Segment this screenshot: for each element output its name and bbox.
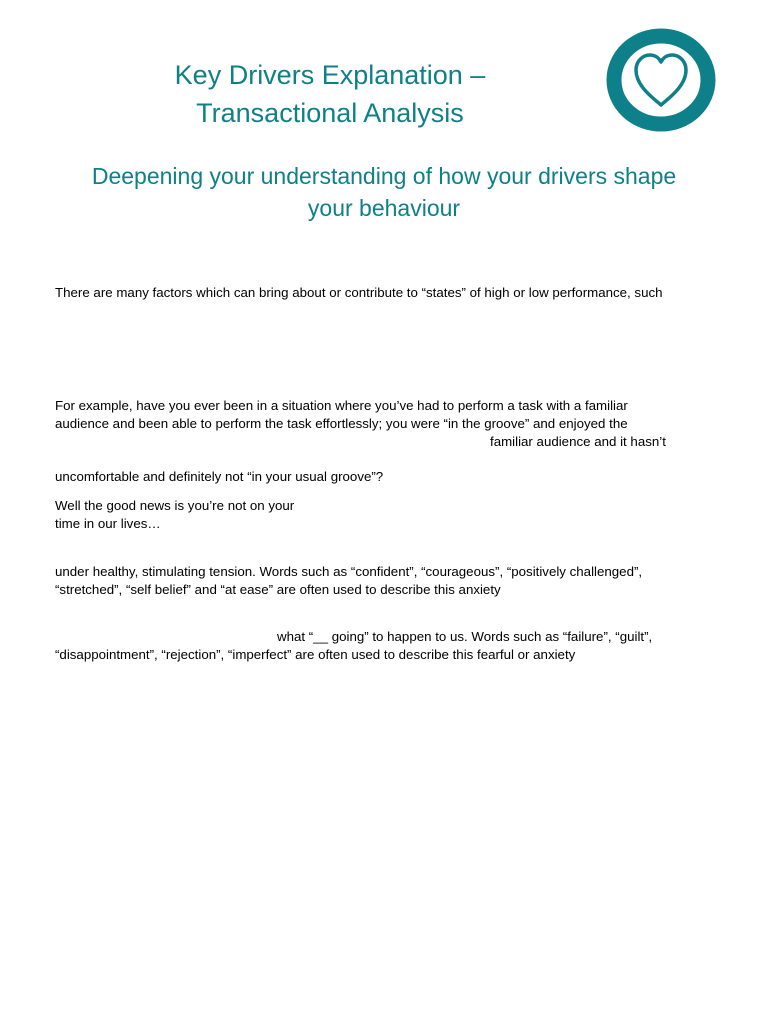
paragraph-fearful-anxiety [55,628,652,664]
paragraph-example-line-1: For example, have you ever been in a situation where you’ve had to perform a task with a familiar [55,398,628,413]
page-subtitle [40,160,728,224]
subtitle-line-2: your behaviour [307,195,461,221]
heart-icon [606,28,716,132]
title-line-2: Transactional Analysis [196,98,464,128]
paragraph-example [55,397,666,451]
paragraph-factors-text: There are many factors which can bring about or contribute to “states” of high or low performance, such [55,285,663,300]
paragraph-healthy-tension-line-1: under healthy, stimulating tension. Words such as “confident”, “courageous”, “positively challenged”, [55,564,643,579]
paragraph-good-news [55,497,294,533]
paragraph-good-news-line-2: time in our lives… [55,516,161,531]
paragraph-example-line-2: audience and been able to perform the task effortlessly; you were “in the groove” and enjoyed the [55,416,628,431]
paragraph-healthy-tension-line-2: “stretched”, “self belief” and “at ease” are often used to describe this anxiety [55,582,501,597]
page-title [100,56,560,132]
paragraph-good-news-line-1: Well the good news is you’re not on your [55,498,295,513]
paragraph-factors [55,284,663,302]
paragraph-uncomfortable-text: uncomfortable and definitely not “in your usual groove”? [55,469,384,484]
paragraph-healthy-tension [55,563,642,599]
logo [606,28,716,132]
title-line-1: Key Drivers Explanation – [174,60,486,90]
paragraph-example-line-3: familiar audience and it hasn’t [490,434,666,449]
paragraph-fearful-anxiety-line-1: what “__ going” to happen to us. Words such as “failure”, “guilt”, [277,629,653,644]
paragraph-uncomfortable [55,468,383,486]
paragraph-fearful-anxiety-line-2: “disappointment”, “rejection”, “imperfect” are often used to describe this fearful or anxiety [55,647,576,662]
subtitle-line-1: Deepening your understanding of how your drivers shape [91,163,677,189]
